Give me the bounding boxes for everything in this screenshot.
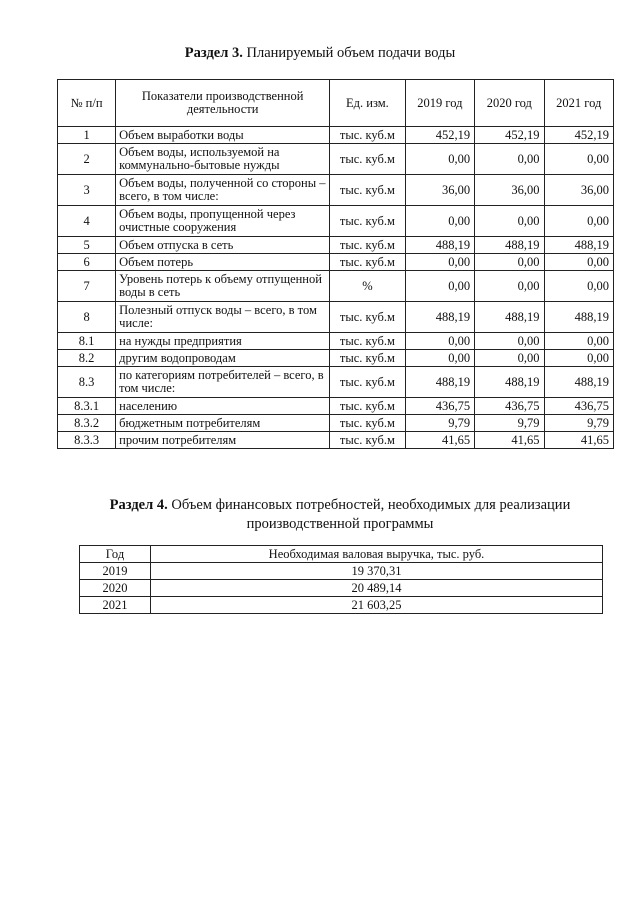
value-2020: 41,65	[475, 432, 544, 449]
table-row	[58, 398, 614, 415]
value-2019: 0,00	[405, 206, 474, 237]
value-2019: 488,19	[405, 302, 474, 333]
row-year: 2019	[80, 563, 151, 580]
header-2019: 2019 год	[405, 80, 474, 127]
value-2021: 488,19	[544, 302, 613, 333]
row-label: прочим потребителям	[116, 432, 330, 449]
header-2020: 2020 год	[475, 80, 544, 127]
row-number: 8.2	[58, 350, 116, 367]
row-unit: тыс. куб.м	[330, 254, 406, 271]
row-unit: тыс. куб.м	[330, 237, 406, 254]
row-label: бюджетным потребителям	[116, 415, 330, 432]
table-row	[58, 206, 614, 237]
table-row	[58, 271, 614, 302]
row-label: Объем воды, используемой на коммунально-бытовые нужды	[116, 144, 330, 175]
value-2019: 36,00	[405, 175, 474, 206]
header-year: Год	[80, 546, 151, 563]
row-number: 8.3.1	[58, 398, 116, 415]
value-2020: 0,00	[475, 254, 544, 271]
row-revenue: 20 489,14	[151, 580, 603, 597]
row-number: 8.3	[58, 367, 116, 398]
table-row	[80, 580, 603, 597]
row-unit: тыс. куб.м	[330, 175, 406, 206]
row-label: на нужды предприятия	[116, 333, 330, 350]
section3-title-text: Планируемый объем подачи воды	[242, 45, 456, 61]
row-revenue: 21 603,25	[151, 597, 603, 614]
row-unit: тыс. куб.м	[330, 302, 406, 333]
row-unit: тыс. куб.м	[330, 415, 406, 432]
section4-title-bold: Раздел 4.	[109, 497, 168, 513]
value-2021: 0,00	[544, 333, 613, 350]
table-row	[58, 415, 614, 432]
row-unit: тыс. куб.м	[330, 127, 406, 144]
header-revenue: Необходимая валовая выручка, тыс. руб.	[151, 546, 603, 563]
value-2021: 41,65	[544, 432, 613, 449]
value-2020: 0,00	[475, 350, 544, 367]
header-num: № п/п	[58, 80, 116, 127]
section3-title	[0, 45, 640, 62]
value-2019: 0,00	[405, 350, 474, 367]
value-2021: 436,75	[544, 398, 613, 415]
value-2020: 488,19	[475, 367, 544, 398]
value-2021: 488,19	[544, 237, 613, 254]
row-label: Объем отпуска в сеть	[116, 237, 330, 254]
value-2020: 0,00	[475, 333, 544, 350]
value-2019: 0,00	[405, 271, 474, 302]
row-number: 3	[58, 175, 116, 206]
row-label: Объем потерь	[116, 254, 330, 271]
water-supply-table-body	[58, 127, 614, 449]
value-2020: 436,75	[475, 398, 544, 415]
row-year: 2020	[80, 580, 151, 597]
row-number: 8	[58, 302, 116, 333]
row-label: Объем воды, пропущенной через очистные сооружения	[116, 206, 330, 237]
row-number: 7	[58, 271, 116, 302]
value-2019: 452,19	[405, 127, 474, 144]
table-row	[58, 333, 614, 350]
table-row	[58, 350, 614, 367]
row-number: 8.1	[58, 333, 116, 350]
value-2021: 0,00	[544, 144, 613, 175]
row-label: населению	[116, 398, 330, 415]
water-supply-table	[57, 79, 614, 449]
value-2021: 36,00	[544, 175, 613, 206]
value-2020: 0,00	[475, 144, 544, 175]
row-unit: тыс. куб.м	[330, 206, 406, 237]
row-label: Полезный отпуск воды – всего, в том числе:	[116, 302, 330, 333]
row-number: 6	[58, 254, 116, 271]
value-2021: 452,19	[544, 127, 613, 144]
row-label: другим водопроводам	[116, 350, 330, 367]
value-2019: 436,75	[405, 398, 474, 415]
table-row	[58, 254, 614, 271]
row-label: Объем выработки воды	[116, 127, 330, 144]
value-2020: 9,79	[475, 415, 544, 432]
value-2021: 0,00	[544, 206, 613, 237]
value-2019: 488,19	[405, 237, 474, 254]
row-unit: тыс. куб.м	[330, 432, 406, 449]
row-number: 2	[58, 144, 116, 175]
row-label: по категориям потребителей – всего, в том числе:	[116, 367, 330, 398]
value-2020: 452,19	[475, 127, 544, 144]
value-2021: 488,19	[544, 367, 613, 398]
row-unit: тыс. куб.м	[330, 333, 406, 350]
row-number: 1	[58, 127, 116, 144]
row-unit: тыс. куб.м	[330, 144, 406, 175]
value-2020: 0,00	[475, 271, 544, 302]
table-header-row	[58, 80, 614, 127]
financial-needs-table-body	[80, 563, 603, 614]
table-header-row	[80, 546, 603, 563]
table-row	[80, 597, 603, 614]
row-number: 8.3.3	[58, 432, 116, 449]
header-unit: Ед. изм.	[330, 80, 406, 127]
value-2019: 0,00	[405, 254, 474, 271]
row-unit: %	[330, 271, 406, 302]
value-2020: 0,00	[475, 206, 544, 237]
section4-title	[90, 496, 590, 534]
row-unit: тыс. куб.м	[330, 398, 406, 415]
table-row	[80, 563, 603, 580]
row-label: Объем воды, полученной со стороны – всего, в том числе:	[116, 175, 330, 206]
table-row	[58, 367, 614, 398]
financial-needs-table	[79, 545, 603, 614]
table-row	[58, 237, 614, 254]
table-row	[58, 144, 614, 175]
table-row	[58, 432, 614, 449]
table-row	[58, 175, 614, 206]
value-2019: 488,19	[405, 367, 474, 398]
section3-title-bold: Раздел 3.	[184, 45, 243, 61]
row-number: 8.3.2	[58, 415, 116, 432]
value-2020: 36,00	[475, 175, 544, 206]
header-2021: 2021 год	[544, 80, 613, 127]
row-revenue: 19 370,31	[151, 563, 603, 580]
table-row	[58, 302, 614, 333]
header-name: Показатели производственной деятельности	[116, 80, 330, 127]
value-2021: 0,00	[544, 254, 613, 271]
row-number: 5	[58, 237, 116, 254]
value-2019: 0,00	[405, 144, 474, 175]
row-label: Уровень потерь к объему отпущенной воды в сеть	[116, 271, 330, 302]
value-2020: 488,19	[475, 237, 544, 254]
section4-title-text: Объем финансовых потребностей, необходимых для реализации производственной программы	[167, 497, 571, 532]
value-2019: 41,65	[405, 432, 474, 449]
value-2020: 488,19	[475, 302, 544, 333]
value-2019: 0,00	[405, 333, 474, 350]
table-row	[58, 127, 614, 144]
value-2021: 0,00	[544, 271, 613, 302]
value-2021: 0,00	[544, 350, 613, 367]
row-year: 2021	[80, 597, 151, 614]
value-2021: 9,79	[544, 415, 613, 432]
row-unit: тыс. куб.м	[330, 350, 406, 367]
row-unit: тыс. куб.м	[330, 367, 406, 398]
value-2019: 9,79	[405, 415, 474, 432]
row-number: 4	[58, 206, 116, 237]
